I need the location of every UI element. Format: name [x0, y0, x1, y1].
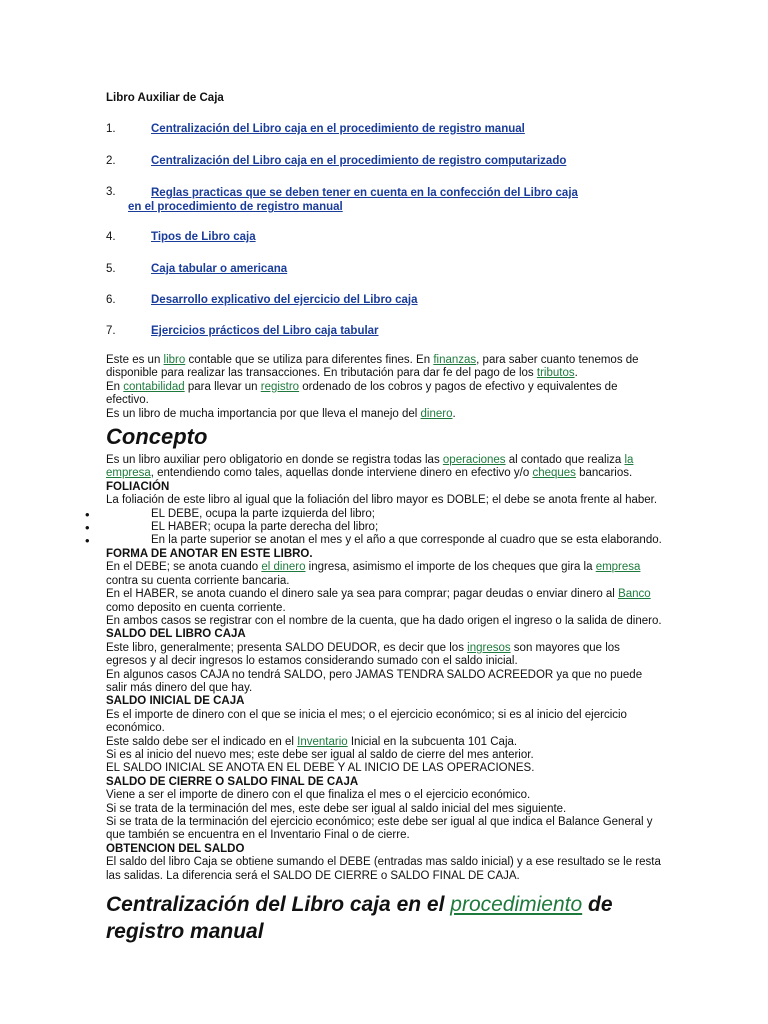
forma-paragraph [106, 561, 662, 588]
text: Este libro, generalmente; presenta SALDO DEUDOR, es decir que los [106, 641, 468, 654]
concepto-paragraph [106, 454, 662, 481]
text: Es un libro de mucha importancia por que lleva el manejo del [106, 407, 421, 420]
text: , entendiendo como tales, aquellas donde interviene dinero en efectivo y/o [150, 467, 533, 480]
page-title: Libro Auxiliar de Caja [106, 92, 224, 104]
text: al contado que realiza [505, 454, 625, 467]
text: En el HABER, se anota cuando el dinero sale ya sea para comprar; pagar deudas o enviar dinero al [106, 588, 619, 601]
text: ingresa, asimismo el importe de los cheques que gira la [305, 561, 596, 574]
saldo-paragraph: En algunos casos CAJA no tendrá SALDO, pero JAMAS TENDRA SALDO ACREEDOR ya que no puede salir más dinero del que hay. [106, 668, 643, 694]
intro-paragraph [106, 354, 662, 381]
link-ingresos[interactable]: ingresos [467, 641, 511, 654]
link-finanzas[interactable]: finanzas [433, 354, 477, 366]
subheading-forma: FORMA DE ANOTAR EN ESTE LIBRO. [106, 547, 313, 560]
forma-paragraph: En ambos casos se registrar con el nombre de la cuenta, que ha dado origen el ingreso o la salida de dinero. [106, 614, 662, 627]
text: Este saldo debe ser el indicado en el [106, 735, 298, 748]
text: Inicial en la subcuenta 101 Caja. [347, 735, 518, 748]
inicial-paragraph: Es el importe de dinero con el que se inicia el mes; o el ejercicio económico; si es al inicio del ejercicio económico. [106, 708, 627, 735]
subheading-saldo: SALDO DEL LIBRO CAJA [106, 628, 246, 641]
text: contable que se utiliza para diferentes fines. En [185, 354, 434, 366]
toc-number: 6. [106, 294, 116, 306]
cierre-paragraph: Viene a ser el importe de dinero con el que finaliza el mes o el ejercicio económico. [106, 789, 531, 802]
inicial-paragraph [106, 736, 662, 749]
toc-link-6[interactable]: Desarrollo explicativo del ejercicio del Libro caja [151, 294, 418, 306]
cierre-paragraph: Si se trata de la terminación del mes, este debe ser igual al saldo inicial del mes siguiente. [106, 802, 567, 815]
text: , para saber cuanto tenemos de disponible para realizar las transacciones. En tributación para dar fe del pago de los [106, 354, 639, 380]
text: contra su cuenta corriente bancaria. [106, 574, 290, 587]
section-heading-centralizacion [106, 891, 662, 945]
text: . [574, 367, 578, 380]
toc-number: 1. [106, 123, 116, 135]
toc-number: 5. [106, 263, 116, 275]
text: En el DEBE; se anota cuando [106, 561, 262, 574]
text: bancarios. [575, 467, 633, 480]
intro-paragraph [106, 408, 662, 421]
article-body [106, 354, 662, 945]
text: ordenado de los cobros y pagos de efectivo y equivalentes de efectivo. [106, 380, 618, 407]
forma-paragraph [106, 588, 662, 615]
section-heading-concepto: Concepto [106, 424, 208, 450]
toc-number: 2. [106, 155, 116, 167]
link-tributos[interactable]: tributos [536, 367, 575, 380]
text: Centralización del Libro caja en el [106, 893, 451, 917]
subheading-saldo-inicial: SALDO INICIAL DE CAJA [106, 695, 245, 708]
link-inventario[interactable]: Inventario [297, 735, 348, 748]
list-item: • EL DEBE, ocupa la parte izquierda del libro; [106, 508, 662, 521]
toc-number: 4. [106, 231, 116, 243]
toc-link-5[interactable]: Caja tabular o americana [151, 263, 288, 275]
link-empresa[interactable]: empresa [595, 561, 641, 574]
list-item: • EL HABER; ocupa la parte derecha del libro; [106, 521, 662, 534]
toc-link-7[interactable]: Ejercicios prácticos del Libro caja tabular [151, 325, 379, 337]
subheading-obtencion: OBTENCION DEL SALDO [106, 842, 245, 855]
link-dinero[interactable]: dinero [420, 407, 453, 420]
link-libro[interactable]: libro [163, 354, 186, 366]
link-el-dinero[interactable]: el dinero [261, 561, 306, 574]
link-registro[interactable]: registro [260, 380, 300, 393]
text: son mayores que los egresos y al decir ingresos lo estamos considerando sumado con el saldo inicial. [106, 641, 620, 668]
text: como deposito en cuenta corriente. [106, 601, 286, 614]
toc-link-4[interactable]: Tipos de Libro caja [151, 231, 256, 243]
link-la-empresa[interactable]: la empresa [106, 454, 634, 480]
list-item: • En la parte superior se anotan el mes y el año a que corresponde al cuadro que se esta elaborando. [106, 534, 662, 547]
foliacion-paragraph: La foliación de este libro al igual que la foliación del libro mayor es DOBLE; el debe se anota frente al haber. [106, 494, 658, 507]
text: para llevar un [184, 380, 261, 393]
toc-link-3[interactable]: Reglas practicas que se deben tener en cuenta en la confección del Libro caja en el procedimiento de registro manual [128, 187, 578, 213]
link-operaciones[interactable]: operaciones [442, 454, 506, 467]
subheading-saldo-cierre: SALDO DE CIERRE O SALDO FINAL DE CAJA [106, 775, 359, 788]
foliacion-list [106, 508, 662, 548]
inicial-paragraph: Si es al inicio del nuevo mes; este debe ser igual al saldo de cierre del mes anterior. [106, 748, 534, 761]
toc-link-1[interactable]: Centralización del Libro caja en el procedimiento de registro manual [151, 123, 525, 135]
text: Es un libro auxiliar pero obligatorio en donde se registra todas las [106, 454, 443, 467]
link-cheques[interactable]: cheques [532, 467, 576, 480]
link-contabilidad[interactable]: contabilidad [123, 380, 185, 393]
cierre-paragraph: Si se trata de la terminación del ejercicio económico; este debe ser igual al que indica el Balance General y que también se encuentra en el Inventario Final o de cierre. [106, 816, 653, 842]
link-procedimiento[interactable]: procedimiento [450, 893, 583, 917]
subheading-foliacion: FOLIACIÓN [106, 480, 170, 493]
text: . [452, 407, 456, 420]
obtencion-paragraph: El saldo del libro Caja se obtiene sumando el DEBE (entradas mas saldo inicial) y a ese resultado se le resta las salidas. La diferencia será el SALDO DE CIERRE o SALDO FINAL DE CAJA. [106, 856, 661, 882]
saldo-paragraph [106, 642, 662, 669]
toc-number: 3. [106, 186, 116, 198]
link-banco[interactable]: Banco [618, 588, 651, 601]
text: Este es un [106, 354, 164, 366]
text: En [106, 380, 124, 393]
toc-link-2[interactable]: Centralización del Libro caja en el procedimiento de registro computarizado [151, 155, 567, 167]
text: de registro manual [106, 893, 613, 944]
toc-number: 7. [106, 325, 116, 337]
intro-paragraph [106, 381, 662, 408]
inicial-paragraph: EL SALDO INICIAL SE ANOTA EN EL DEBE Y AL INICIO DE LAS OPERACIONES. [106, 762, 535, 775]
